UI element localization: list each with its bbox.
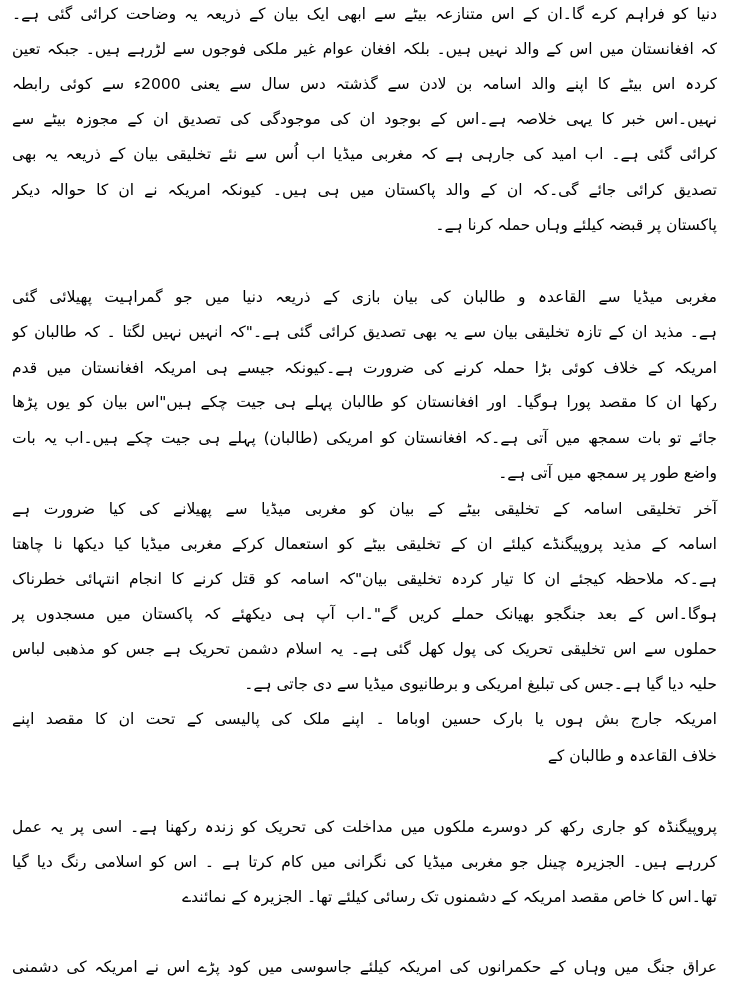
text-line: کرائی گئی ہے۔ اب امید کی جارہی ہے کہ مغربی میڈیا اب اُس سے نئے تخلیقی بیان کے ذریعہ یہ بھی xyxy=(12,145,717,163)
text-line: ہوگا۔اس کے بعد جنگجو بھیانک حملے کریں گے"۔اب آپ ہی دیکھئے کہ پاکستان میں مسجدوں پر xyxy=(12,605,717,623)
text-line: ہے۔کہ ملاحظہ کیجئے ان کا تیار کردہ تخلیقی بیان"کہ اسامہ کو قتل کرنے کا انجام انتہائی خطرناک xyxy=(12,570,717,588)
text-line: کررہے ہیں۔ الجزیرہ چینل جو مغربی میڈیا کی نگرانی میں کام کرتا ہے ۔ اس کو اسلامی رنگ دیا گیا xyxy=(12,853,717,871)
text-line: نہیں۔اس خبر کا یہی خلاصہ ہے۔اس کے بوجود ان کی موجودگی کی تصدیق ان کے مجوزہ بیٹے سے xyxy=(12,110,717,128)
text-line: حملوں سے اس تخلیقی تحریک کی پول کھل گئی ہے۔ یہ اسلام دشمن تحریک ہے جس کو مذھبی لباس xyxy=(12,640,717,658)
text-line: کردہ اس بیٹے کا اپنے والد اسامہ بن لادن سے گذشتہ دس سال سے یعنی 2000ء سے کوئی رابطہ xyxy=(12,75,717,93)
text-line: جائے تو بات سمجھ میں آتی ہے۔کہ افغانستان کو امریکی (طالبان) پہلے ہی جیت چکے ہیں۔اب یہ بات xyxy=(12,429,717,447)
text-line: تھا۔اس کا خاص مقصد امریکہ کے دشمنوں تک رسائی کیلئے تھا۔ الجزیرہ کے نمائندے xyxy=(182,888,717,906)
text-line: ہے۔ مذید ان کے تازہ تخلیقی بیان سے یہ بھی تصدیق کرائی گئی ہے۔"کہ انہیں نہیں لگتا ۔ کہ طالبان کو xyxy=(12,323,717,341)
text-line: پاکستان پر قبضہ کیلئے وہاں حملہ کرنا ہے۔ xyxy=(435,216,717,234)
text-line: رکھا ان کا مقصد پورا ہوگیا۔ اور افغانستان کو طالبان پہلے ہی جیت چکے ہیں"اس بیان کو یوں پڑھا xyxy=(12,393,717,411)
text-line: حلیہ دیا گیا ہے۔جس کی تبلیغ امریکی و برطانیوی میڈیا سے دی جاتی ہے۔ xyxy=(244,675,717,693)
text-line: خلاف القاعدہ و طالبان کے xyxy=(547,747,717,765)
text-line: کہ افغانستان میں اس کے والد نہیں ہیں۔ بلکہ افغان عوام غیر ملکی فوجوں سے لڑرہے ہیں۔ جبکہ تعین xyxy=(12,40,717,58)
text-line: تصدیق کرائی جائے گی۔کہ ان کے والد پاکستان میں ہی ہیں۔ کیونکہ امریکہ نے ان کا حوالہ دیکر xyxy=(12,181,717,199)
text-line: دنیا کو فراہم کرے گا۔ان کے اس متنازعہ بیٹے سے ابھی ایک بیان کے ذریعہ یہ وضاحت کرائی گئی ہے۔ xyxy=(12,5,717,23)
text-line: پروپیگنڈہ کو جاری رکھ کر دوسرے ملکوں میں مداخلت کی تحریک کو زندہ رکھنا ہے۔ اسی پر یہ عمل xyxy=(12,818,717,836)
text-line: عراق جنگ میں وہاں کے حکمرانوں کی امریکہ کیلئے جاسوسی میں کود پڑے اس نے امریکہ کی دشمنی xyxy=(12,958,717,976)
text-line: واضع طور پر سمجھ میں آتی ہے۔ xyxy=(498,464,717,482)
text-line: مغربی میڈیا سے القاعدہ و طالبان کی بیان بازی کے ذریعہ دنیا میں جو گمراہیت پھیلائی گئی xyxy=(12,288,717,306)
text-line: اسامہ کے مذید پروپیگنڈے کیلئے ان کے تخلیقی بیٹے کو استعمال کرکے مغربی میڈیا کیا دیکھا نا چاھتا xyxy=(12,535,717,553)
text-line: آخر تخلیقی اسامہ کے تخلیقی بیٹے کے بیان کو مغربی میڈیا سے پھیلانے کی کیا ضرورت ہے xyxy=(12,500,717,518)
text-line: امریکہ کے خلاف کوئی بڑا حملہ کرنے کی ضرورت ہے۔کیونکہ جیسے ہی امریکہ افغانستان میں قدم xyxy=(12,359,717,377)
text-line: امریکہ جارج بش ہوں یا بارک حسین اوباما ۔ اپنے ملک کی پالیسی کے تحت ان کا مقصد اپنے xyxy=(12,710,717,728)
